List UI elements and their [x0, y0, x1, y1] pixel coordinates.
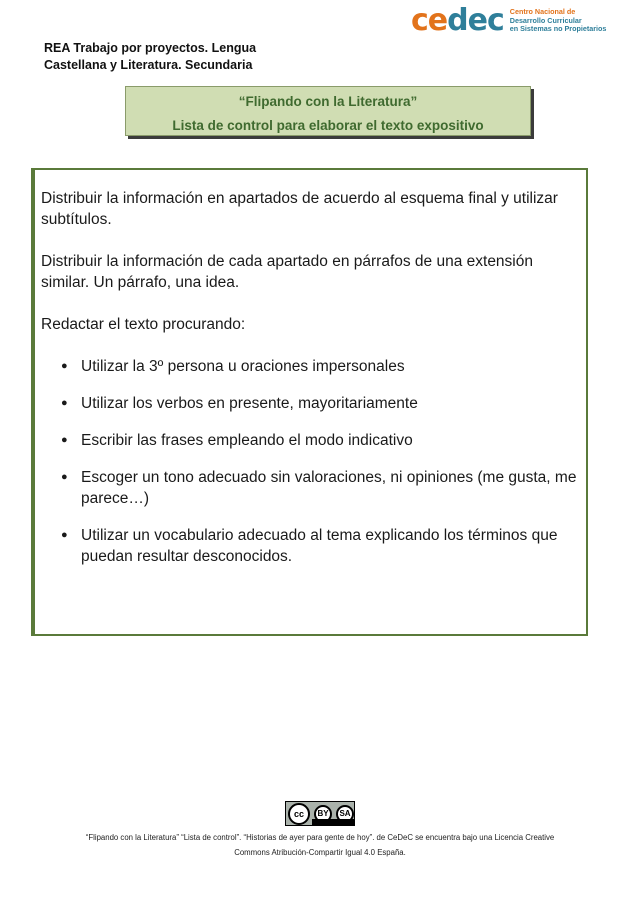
paragraph-2: Distribuir la información de cada apartado en párrafos de una extensión similar. Un párrafo, una idea.: [41, 253, 533, 291]
list-item-text: Utilizar los verbos en presente, mayoritariamente: [81, 395, 418, 412]
bullet-icon: ●: [61, 529, 68, 541]
bullet-icon: ●: [61, 360, 68, 372]
title-box: [125, 86, 531, 136]
logo-sub-line-1: Centro Nacional de: [509, 7, 576, 17]
checklist: [41, 356, 578, 567]
list-item: [41, 525, 578, 567]
footer-line-1: “Flipando con la Literatura” “Lista de control”. “Historias de ayer para gente de hoy”. de CeDeC se encuentra bajo una Licencia Creative: [85, 833, 555, 842]
footer-line-2: Commons Atribución-Compartir Igual 4.0 España.: [234, 848, 406, 857]
paragraph-3: Redactar el texto procurando:: [41, 316, 246, 333]
creative-commons-badge[interactable]: [285, 801, 355, 826]
logo-sub-line-3: en Sistemas no Propietarios: [509, 24, 607, 34]
list-item: [41, 430, 578, 451]
list-item-text: Utilizar la 3º persona u oraciones impersonales: [81, 358, 405, 375]
logo-sub-line-2: Desarrollo Curricular: [509, 15, 582, 25]
cedec-logo: [411, 3, 611, 39]
list-item: [41, 393, 578, 414]
sa-icon: SA: [336, 805, 354, 823]
bullet-icon: ●: [61, 434, 68, 446]
by-icon: BY: [314, 805, 332, 823]
list-item-text: Utilizar un vocabulario adecuado al tema explicando los términos que puedan resultar desconocidos.: [81, 527, 558, 565]
logo-word-part2: dec: [447, 3, 504, 38]
list-item: [41, 356, 578, 377]
list-item-text: Escribir las frases empleando el modo indicativo: [81, 432, 413, 449]
list-item: [41, 467, 578, 509]
bullet-icon: ●: [61, 397, 68, 409]
cc-icon: cc: [288, 803, 310, 825]
paragraph-1: Distribuir la información en apartados de acuerdo al esquema final y utilizar subtítulos.: [41, 190, 558, 228]
license-footer: [40, 830, 600, 860]
bullet-icon: ●: [61, 471, 68, 483]
list-item-text: Escoger un tono adecuado sin valoraciones, ni opiniones (me gusta, me parece…): [81, 469, 577, 507]
checklist-content-box: [31, 168, 588, 636]
title-box-subtitle: Lista de control para elaborar el texto expositivo: [172, 118, 484, 133]
header-line-2: Castellana y Literatura. Secundaria: [44, 58, 253, 72]
logo-word-part1: ce: [411, 3, 448, 38]
document-header: [44, 40, 256, 74]
badge-bar: [312, 819, 354, 825]
title-box-title: “Flipando con la Literatura”: [238, 94, 418, 109]
header-line-1: REA Trabajo por proyectos. Lengua: [44, 41, 257, 55]
logo-subtitle: [510, 8, 607, 34]
logo-wordmark: [411, 3, 504, 39]
